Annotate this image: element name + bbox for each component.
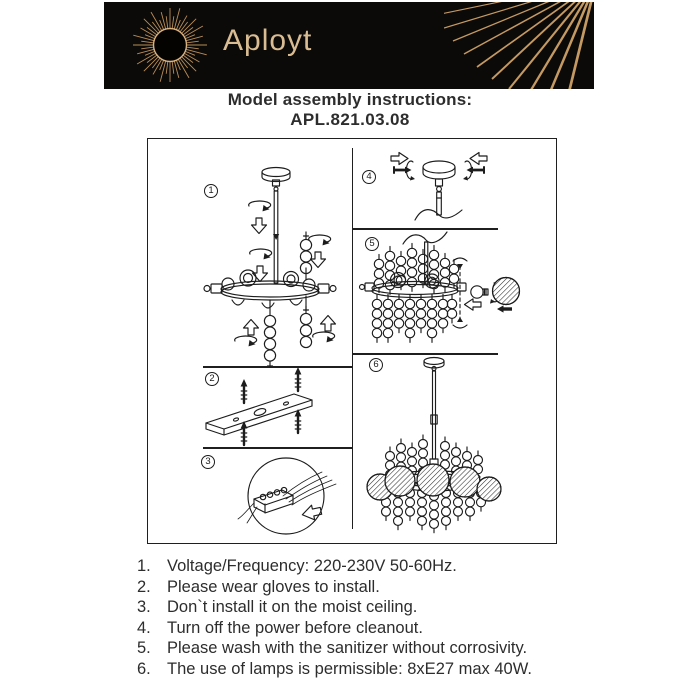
safety-instructions-list bbox=[137, 556, 597, 680]
direction-arrow-icon bbox=[301, 503, 323, 522]
side-screws bbox=[394, 161, 484, 181]
model-number: APL.821.03.08 bbox=[290, 110, 410, 129]
step-4-number: 4 bbox=[362, 170, 376, 184]
list-item bbox=[137, 577, 597, 598]
step-5-diagram bbox=[353, 228, 555, 353]
step-6-number: 6 bbox=[369, 358, 383, 372]
item-number: 5. bbox=[137, 639, 151, 658]
ceiling-canopy bbox=[423, 161, 455, 191]
step-3-number: 3 bbox=[201, 455, 215, 469]
list-item bbox=[137, 556, 597, 577]
step-1-diagram bbox=[148, 139, 352, 366]
glass-globes bbox=[367, 464, 501, 501]
ceiling-canopy bbox=[262, 168, 290, 192]
step-5-number: 5 bbox=[365, 237, 379, 251]
title-block bbox=[0, 90, 700, 130]
item-text: The use of lamps is permissible: 8xE27 max 40W. bbox=[167, 659, 532, 678]
step-panel-1 bbox=[148, 139, 352, 366]
list-item bbox=[137, 659, 597, 680]
item-text: Voltage/Frequency: 220-230V 50-60Hz. bbox=[167, 557, 457, 575]
item-number: 2. bbox=[137, 577, 151, 596]
item-number: 3. bbox=[137, 598, 151, 617]
ceiling-canopy bbox=[424, 358, 444, 371]
step-3-diagram bbox=[148, 447, 352, 541]
list-item bbox=[137, 618, 597, 639]
step-2-diagram bbox=[148, 366, 352, 447]
step-4-diagram bbox=[353, 139, 555, 228]
push-arrow-icons bbox=[391, 153, 487, 165]
banner-rays-decoration bbox=[444, 2, 594, 89]
list-item bbox=[137, 597, 597, 618]
assembly-diagram-box bbox=[147, 138, 557, 544]
step-panel-4 bbox=[353, 139, 555, 228]
list-item bbox=[137, 638, 597, 659]
step-panel-3 bbox=[148, 447, 352, 541]
item-text: Please wear gloves to install. bbox=[167, 577, 380, 596]
step-6-diagram bbox=[353, 353, 555, 541]
item-text: Don`t install it on the moist ceiling. bbox=[167, 598, 418, 617]
step-1-number: 1 bbox=[204, 184, 218, 198]
sunburst-logo-icon bbox=[104, 2, 236, 89]
step-panel-2 bbox=[148, 366, 352, 447]
page-title: Model assembly instructions: bbox=[227, 90, 473, 109]
item-number: 1. bbox=[137, 557, 151, 575]
detail-circle bbox=[248, 458, 324, 534]
glass-globe bbox=[493, 278, 520, 305]
push-arrow-icon bbox=[465, 299, 482, 310]
item-number: 6. bbox=[137, 659, 151, 678]
item-text: Please wash with the sanitizer without corrosivity. bbox=[167, 639, 528, 658]
hanging-rod bbox=[437, 192, 442, 215]
item-number: 4. bbox=[137, 618, 151, 637]
step-panel-6 bbox=[353, 353, 555, 541]
brand-banner bbox=[104, 2, 594, 89]
brand-wordmark: Aployt bbox=[223, 24, 313, 57]
item-text: Turn off the power before cleanout. bbox=[167, 618, 423, 637]
terminal-block bbox=[254, 487, 293, 513]
step-panel-5 bbox=[353, 228, 555, 353]
step-2-number: 2 bbox=[205, 372, 219, 386]
small-arrow-icon bbox=[497, 305, 512, 312]
